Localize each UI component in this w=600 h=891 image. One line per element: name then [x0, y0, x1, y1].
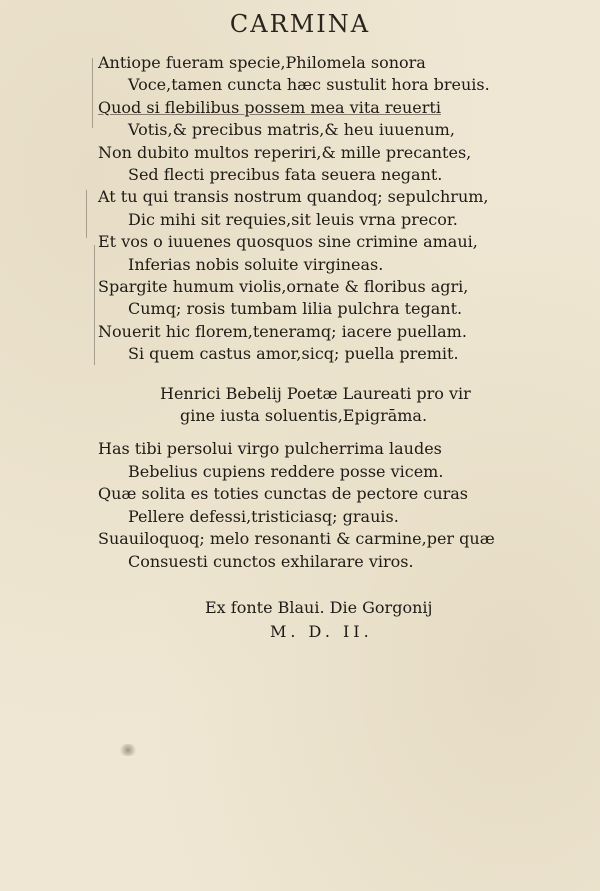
epigram-heading-line: gine iusta soluentis,Epigrāma. [180, 406, 428, 425]
poem-line: Dic mihi sit requies,sit leuis vrna precor. [128, 209, 458, 229]
poem-line: Quæ solita es toties cunctas de pectore curas [98, 484, 469, 504]
poem-line: Suauiloquoq; melo resonanti & carmine,per quæ [98, 529, 495, 549]
poem-line: Et vos o iuuenes quosquos sine crimine amaui, [98, 232, 478, 252]
poem-line: Sed flecti precibus fata seuera negant. [128, 165, 443, 185]
epigram-heading-line: Henrici Bebelij Poetæ Laureati pro vir [160, 384, 471, 403]
poem-line: Antiope fueram specie,Philomela sonora [98, 53, 426, 72]
poem-line: Voce,tamen cuncta hæc sustulit hora breuis. [128, 75, 490, 95]
colophon [205, 596, 505, 644]
epigram-heading [160, 383, 530, 427]
poem-epigram [98, 438, 548, 574]
poem-line: Bebelius cupiens reddere posse vicem. [128, 461, 444, 481]
margin-rule [94, 245, 95, 365]
poem-line: Votis,& precibus matris,& heu iuuenum, [128, 120, 455, 140]
poem-line: Quod si flebilibus possem mea vita reuerti [98, 97, 441, 117]
page-header-title: CARMINA [229, 10, 371, 38]
margin-rule [86, 190, 87, 238]
ink-smudge [118, 744, 138, 756]
margin-rule [92, 58, 93, 128]
colophon-place: Ex fonte Blaui. Die Gorgonij [205, 598, 433, 617]
poem-line: At tu qui transis nostrum quandoq; sepulchrum, [98, 187, 489, 207]
poem-line: Cumq; rosis tumbam lilia pulchra tegant. [128, 299, 463, 319]
poem-line: Spargite humum violis,ornate & floribus agri, [98, 277, 469, 297]
poem-line: Inferias nobis soluite virgineas. [128, 254, 384, 274]
poem-first [98, 52, 538, 366]
poem-line: Consuesti cunctos exhilarare viros. [128, 551, 414, 571]
poem-line: Has tibi persolui virgo pulcherrima laudes [98, 439, 442, 458]
poem-line: Nouerit hic florem,teneramq; iacere puellam. [98, 321, 467, 341]
poem-line: Si quem castus amor,sicq; puella premit. [128, 344, 459, 364]
colophon-year: M. D. II. [270, 622, 373, 641]
poem-line: Non dubito multos reperiri,& mille precantes, [98, 142, 472, 162]
poem-line: Pellere defessi,tristiciasq; grauis. [128, 506, 399, 526]
